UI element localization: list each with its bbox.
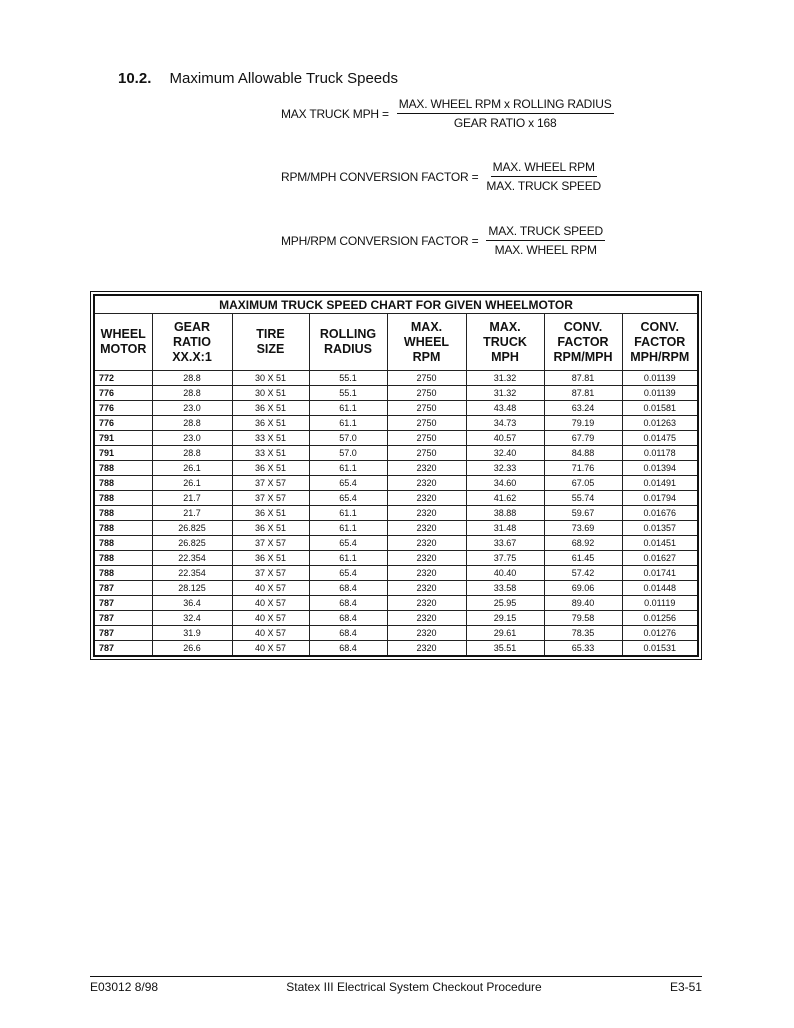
section-number: 10.2. — [118, 70, 152, 87]
column-header-line: GEAR — [173, 319, 211, 334]
table-cell: 55.1 — [309, 386, 387, 401]
table-row — [94, 581, 698, 596]
table-cell: 40 X 57 — [232, 596, 309, 611]
table-cell: 26.825 — [152, 521, 232, 536]
table-cell: 40 X 57 — [232, 641, 309, 657]
table-cell: 2320 — [387, 611, 466, 626]
table-cell: 2320 — [387, 521, 466, 536]
column-header — [387, 314, 466, 371]
speed-chart-frame — [90, 291, 702, 660]
table-cell: 89.40 — [544, 596, 622, 611]
table-row — [94, 401, 698, 416]
table-row — [94, 386, 698, 401]
table-cell: 34.73 — [466, 416, 544, 431]
table-cell: 59.67 — [544, 506, 622, 521]
table-cell: 0.01448 — [622, 581, 698, 596]
table-row — [94, 536, 698, 551]
wheel-motor-cell: 788 — [94, 551, 152, 566]
wheel-motor-cell: 772 — [94, 371, 152, 386]
table-cell: 61.1 — [309, 506, 387, 521]
wheel-motor-cell: 788 — [94, 506, 152, 521]
table-cell: 0.01139 — [622, 386, 698, 401]
table-row — [94, 446, 698, 461]
table-cell: 33.67 — [466, 536, 544, 551]
table-cell: 40.40 — [466, 566, 544, 581]
table-cell: 65.4 — [309, 566, 387, 581]
table-cell: 0.01178 — [622, 446, 698, 461]
column-header — [94, 314, 152, 371]
table-cell: 0.01119 — [622, 596, 698, 611]
table-cell: 2320 — [387, 536, 466, 551]
table-cell: 84.88 — [544, 446, 622, 461]
table-cell: 33 X 51 — [232, 431, 309, 446]
table-cell: 57.0 — [309, 431, 387, 446]
table-cell: 68.4 — [309, 641, 387, 657]
table-cell: 29.15 — [466, 611, 544, 626]
table-cell: 0.01394 — [622, 461, 698, 476]
wheel-motor-cell: 788 — [94, 521, 152, 536]
table-body — [94, 371, 698, 657]
formula-denominator: GEAR RATIO x 168 — [453, 116, 557, 130]
table-cell: 65.4 — [309, 536, 387, 551]
table-cell: 0.01256 — [622, 611, 698, 626]
table-cell: 23.0 — [152, 431, 232, 446]
column-header-line: WHEEL — [403, 334, 450, 349]
table-cell: 2750 — [387, 401, 466, 416]
column-header-line: FACTOR — [557, 334, 609, 349]
page-footer — [90, 976, 702, 994]
table-cell: 67.05 — [544, 476, 622, 491]
table-cell: 37 X 57 — [232, 476, 309, 491]
table-cell: 21.7 — [152, 506, 232, 521]
wheel-motor-cell: 788 — [94, 536, 152, 551]
table-cell: 26.1 — [152, 461, 232, 476]
table-cell: 2320 — [387, 566, 466, 581]
table-cell: 36.4 — [152, 596, 232, 611]
table-row — [94, 551, 698, 566]
table-cell: 34.60 — [466, 476, 544, 491]
table-cell: 32.4 — [152, 611, 232, 626]
table-cell: 2320 — [387, 596, 466, 611]
wheel-motor-cell: 776 — [94, 401, 152, 416]
table-cell: 0.01276 — [622, 626, 698, 641]
wheel-motor-cell: 776 — [94, 386, 152, 401]
speed-chart-table — [93, 294, 699, 657]
wheel-motor-cell: 788 — [94, 461, 152, 476]
table-cell: 33.58 — [466, 581, 544, 596]
wheel-motor-cell: 791 — [94, 431, 152, 446]
table-cell: 36 X 51 — [232, 521, 309, 536]
table-cell: 0.01263 — [622, 416, 698, 431]
table-cell: 57.0 — [309, 446, 387, 461]
footer-doc-title: Statex III Electrical System Checkout Procedure — [286, 980, 542, 994]
wheel-motor-cell: 787 — [94, 611, 152, 626]
table-cell: 0.01627 — [622, 551, 698, 566]
table-cell: 2750 — [387, 446, 466, 461]
table-row — [94, 476, 698, 491]
table-cell: 61.1 — [309, 416, 387, 431]
formula-denominator: MAX. WHEEL RPM — [494, 243, 597, 257]
formula-numerator: MAX. WHEEL RPM — [491, 160, 597, 177]
table-cell: 29.61 — [466, 626, 544, 641]
column-header-line: SIZE — [256, 342, 285, 356]
table-title: MAXIMUM TRUCK SPEED CHART FOR GIVEN WHEELMOTOR — [94, 295, 698, 314]
table-cell: 25.95 — [466, 596, 544, 611]
table-cell: 78.35 — [544, 626, 622, 641]
table-cell: 61.1 — [309, 401, 387, 416]
table-cell: 33 X 51 — [232, 446, 309, 461]
table-cell: 30 X 51 — [232, 386, 309, 401]
table-cell: 41.62 — [466, 491, 544, 506]
table-cell: 28.8 — [152, 416, 232, 431]
table-cell: 2320 — [387, 476, 466, 491]
table-cell: 55.1 — [309, 371, 387, 386]
table-cell: 0.01794 — [622, 491, 698, 506]
table-cell: 0.01451 — [622, 536, 698, 551]
table-cell: 32.33 — [466, 461, 544, 476]
table-cell: 32.40 — [466, 446, 544, 461]
formula-fraction — [397, 97, 614, 130]
table-cell: 40 X 57 — [232, 611, 309, 626]
table-cell: 28.125 — [152, 581, 232, 596]
table-cell: 43.48 — [466, 401, 544, 416]
table-cell: 68.4 — [309, 581, 387, 596]
wheel-motor-cell: 791 — [94, 446, 152, 461]
column-header-line: MOTOR — [100, 342, 147, 356]
table-row — [94, 596, 698, 611]
table-row — [94, 566, 698, 581]
column-header-line: TRUCK — [483, 334, 527, 349]
formula-numerator: MAX. TRUCK SPEED — [486, 224, 605, 241]
table-cell: 2320 — [387, 461, 466, 476]
wheel-motor-cell: 788 — [94, 566, 152, 581]
table-cell: 40 X 57 — [232, 626, 309, 641]
table-row — [94, 626, 698, 641]
footer-doc-number: E03012 8/98 — [90, 980, 159, 994]
table-cell: 21.7 — [152, 491, 232, 506]
table-cell: 61.1 — [309, 521, 387, 536]
table-cell: 38.88 — [466, 506, 544, 521]
wheel-motor-cell: 776 — [94, 416, 152, 431]
column-header-line: TIRE — [256, 327, 285, 341]
table-cell: 65.4 — [309, 491, 387, 506]
table-cell: 69.06 — [544, 581, 622, 596]
table-row — [94, 371, 698, 386]
column-header-line: CONV. — [563, 319, 603, 334]
wheel-motor-cell: 787 — [94, 581, 152, 596]
table-cell: 36 X 51 — [232, 506, 309, 521]
column-header-line: XX.X:1 — [172, 349, 212, 364]
column-header-line: RPM — [412, 349, 441, 364]
table-cell: 2750 — [387, 431, 466, 446]
table-row — [94, 521, 698, 536]
table-cell: 73.69 — [544, 521, 622, 536]
table-cell: 36 X 51 — [232, 461, 309, 476]
table-cell: 2320 — [387, 581, 466, 596]
formula-lhs: MPH/RPM CONVERSION FACTOR = — [281, 233, 479, 248]
table-cell: 0.01139 — [622, 371, 698, 386]
table-cell: 0.01475 — [622, 431, 698, 446]
table-cell: 2320 — [387, 491, 466, 506]
column-header-line: RPM/MPH — [553, 349, 613, 364]
column-header — [152, 314, 232, 371]
table-cell: 31.48 — [466, 521, 544, 536]
table-cell: 37.75 — [466, 551, 544, 566]
table-cell: 22.354 — [152, 566, 232, 581]
table-cell: 28.8 — [152, 386, 232, 401]
table-cell: 37 X 57 — [232, 491, 309, 506]
formula-max-truck-mph — [281, 97, 614, 130]
table-cell: 28.8 — [152, 446, 232, 461]
formula-denominator: MAX. TRUCK SPEED — [486, 179, 602, 193]
table-cell: 0.01531 — [622, 641, 698, 657]
table-cell: 2320 — [387, 626, 466, 641]
table-cell: 65.33 — [544, 641, 622, 657]
table-cell: 31.32 — [466, 371, 544, 386]
table-cell: 79.58 — [544, 611, 622, 626]
column-header-line: ROLLING — [319, 327, 377, 341]
column-header — [622, 314, 698, 371]
formula-fraction — [486, 224, 605, 257]
table-cell: 55.74 — [544, 491, 622, 506]
table-cell: 61.45 — [544, 551, 622, 566]
table-cell: 2320 — [387, 641, 466, 657]
wheel-motor-cell: 788 — [94, 491, 152, 506]
column-header-line: MAX. — [489, 319, 521, 334]
table-cell: 36 X 51 — [232, 551, 309, 566]
column-header-line: FACTOR — [634, 334, 686, 349]
table-cell: 40 X 57 — [232, 581, 309, 596]
table-cell: 87.81 — [544, 386, 622, 401]
table-cell: 26.6 — [152, 641, 232, 657]
table-cell: 0.01676 — [622, 506, 698, 521]
column-header-line: WHEEL — [100, 327, 146, 341]
table-cell: 2750 — [387, 386, 466, 401]
column-header — [232, 314, 309, 371]
table-cell: 37 X 57 — [232, 536, 309, 551]
table-row — [94, 416, 698, 431]
table-cell: 2320 — [387, 551, 466, 566]
table-cell: 22.354 — [152, 551, 232, 566]
table-header-row — [94, 314, 698, 371]
section-title: Maximum Allowable Truck Speeds — [169, 70, 398, 87]
table-cell: 0.01357 — [622, 521, 698, 536]
table-cell: 35.51 — [466, 641, 544, 657]
table-row — [94, 641, 698, 657]
table-cell: 0.01741 — [622, 566, 698, 581]
table-cell: 31.32 — [466, 386, 544, 401]
formula-rpm-mph-factor — [281, 160, 601, 193]
table-cell: 2750 — [387, 371, 466, 386]
column-header-line: CONV. — [640, 319, 679, 334]
table-row — [94, 461, 698, 476]
column-header-line: RADIUS — [324, 342, 372, 356]
table-cell: 68.4 — [309, 611, 387, 626]
table-cell: 61.1 — [309, 461, 387, 476]
table-cell: 61.1 — [309, 551, 387, 566]
table-cell: 87.81 — [544, 371, 622, 386]
column-header — [466, 314, 544, 371]
table-cell: 65.4 — [309, 476, 387, 491]
table-cell: 71.76 — [544, 461, 622, 476]
table-cell: 23.0 — [152, 401, 232, 416]
column-header — [309, 314, 387, 371]
table-cell: 26.1 — [152, 476, 232, 491]
wheel-motor-cell: 787 — [94, 596, 152, 611]
wheel-motor-cell: 787 — [94, 626, 152, 641]
table-cell: 36 X 51 — [232, 416, 309, 431]
table-row — [94, 506, 698, 521]
table-cell: 68.4 — [309, 596, 387, 611]
table-cell: 68.4 — [309, 626, 387, 641]
formula-numerator: MAX. WHEEL RPM x ROLLING RADIUS — [397, 97, 614, 114]
table-cell: 63.24 — [544, 401, 622, 416]
formula-lhs: RPM/MPH CONVERSION FACTOR = — [281, 169, 479, 184]
table-cell: 40.57 — [466, 431, 544, 446]
formula-lhs: MAX TRUCK MPH = — [281, 106, 389, 121]
column-header — [544, 314, 622, 371]
wheel-motor-cell: 788 — [94, 476, 152, 491]
footer-page-number: E3-51 — [669, 980, 702, 994]
table-cell: 37 X 57 — [232, 566, 309, 581]
table-cell: 79.19 — [544, 416, 622, 431]
column-header-line: MAX. — [410, 319, 443, 334]
table-cell: 68.92 — [544, 536, 622, 551]
table-row — [94, 431, 698, 446]
column-header-line: MPH/RPM — [630, 349, 690, 364]
table-cell: 28.8 — [152, 371, 232, 386]
table-cell: 31.9 — [152, 626, 232, 641]
table-cell: 30 X 51 — [232, 371, 309, 386]
table-cell: 2750 — [387, 416, 466, 431]
column-header-line: MPH — [491, 349, 519, 364]
column-header-line: RATIO — [173, 334, 211, 349]
table-row — [94, 491, 698, 506]
table-cell: 36 X 51 — [232, 401, 309, 416]
table-row — [94, 611, 698, 626]
formula-fraction — [486, 160, 601, 193]
table-cell: 0.01491 — [622, 476, 698, 491]
table-cell: 57.42 — [544, 566, 622, 581]
wheel-motor-cell: 787 — [94, 641, 152, 657]
table-cell: 2320 — [387, 506, 466, 521]
section-heading — [118, 70, 398, 87]
table-cell: 26.825 — [152, 536, 232, 551]
table-cell: 67.79 — [544, 431, 622, 446]
table-cell: 0.01581 — [622, 401, 698, 416]
formula-mph-rpm-factor — [281, 224, 605, 257]
